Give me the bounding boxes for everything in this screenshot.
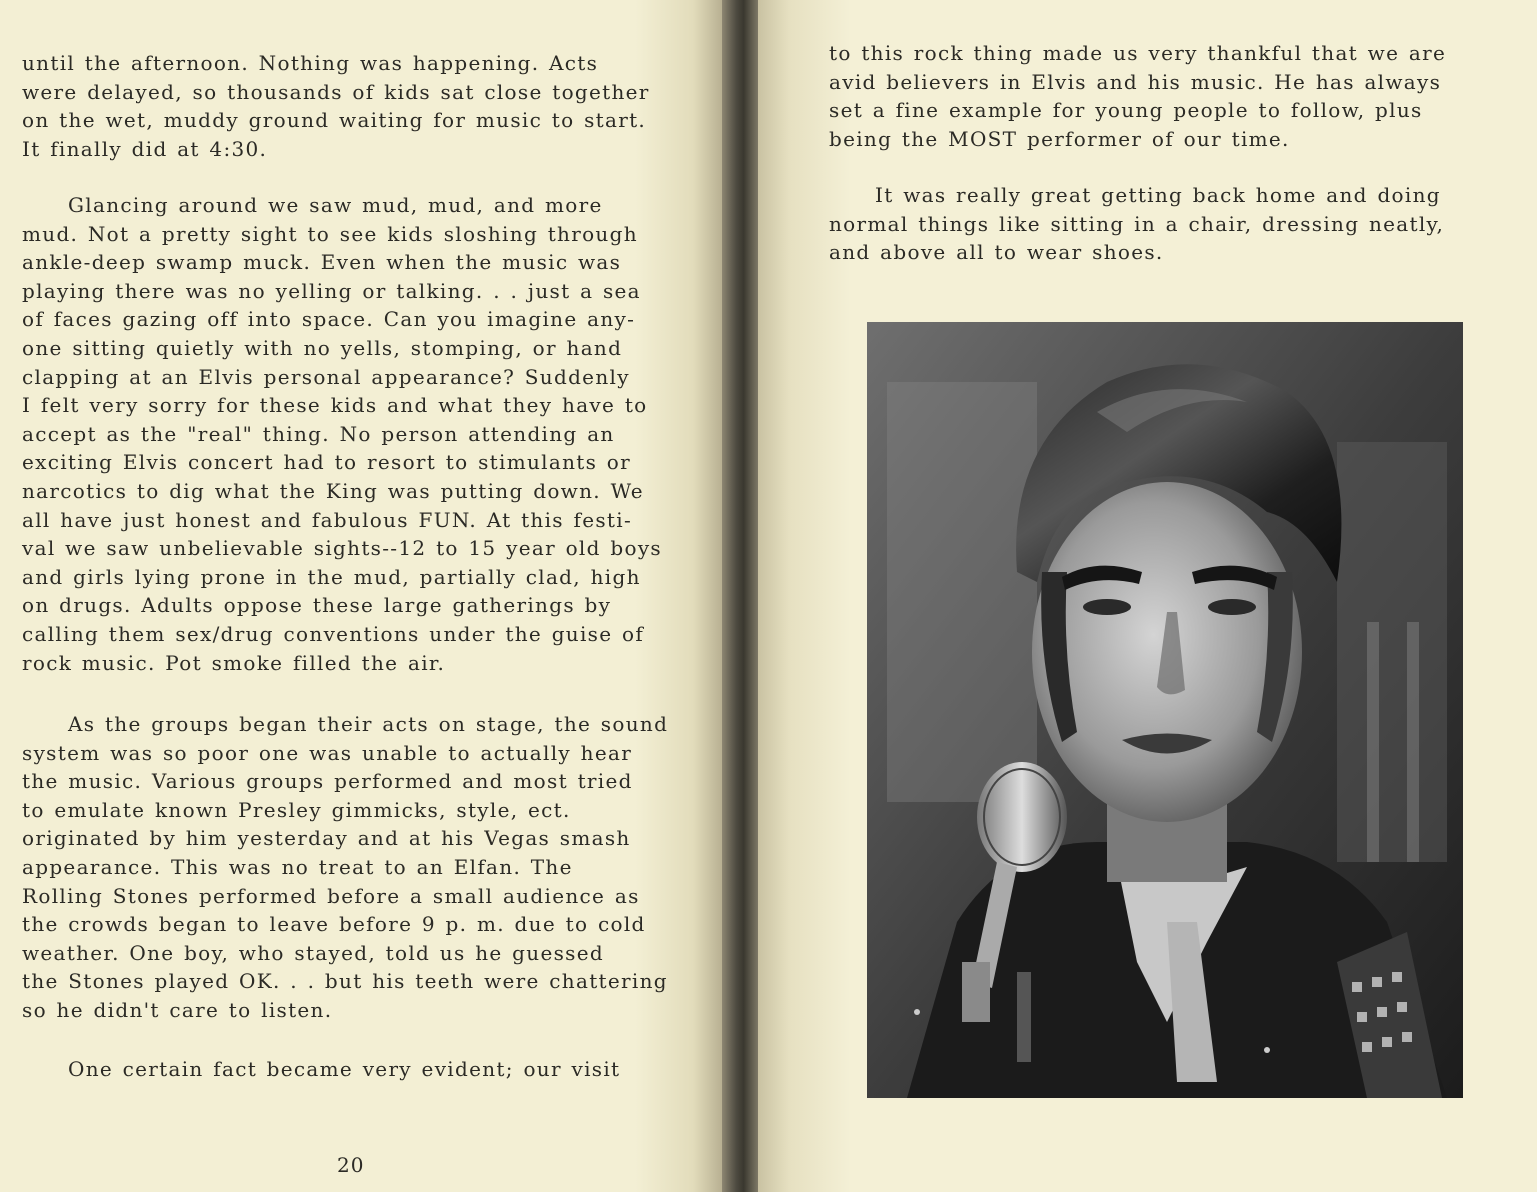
text-line: accept as the "real" thing. No person attending an — [22, 421, 615, 446]
text-line: exciting Elvis concert had to resort to stimulants or — [22, 450, 632, 475]
text-line: As the groups began their acts on stage, the sound — [68, 712, 669, 736]
paragraph — [22, 1055, 620, 1084]
portrait-photo — [867, 322, 1463, 1098]
text-line: narcotics to dig what the King was putting down. We — [22, 478, 644, 503]
text-line: one sitting quietly with no yells, stomping, or hand — [22, 335, 623, 360]
text-line: so he didn't care to listen. — [22, 997, 333, 1022]
text-line: the Stones played OK. . . but his teeth were chattering — [22, 969, 668, 994]
portrait-illustration — [867, 322, 1463, 1098]
text-line: system was so poor one was unable to actually hear — [22, 740, 633, 765]
text-line: the crowds began to leave before 9 p. m. due to cold — [22, 912, 646, 937]
text-line: on drugs. Adults oppose these large gatherings by — [22, 593, 612, 618]
text-line: until the afternoon. Nothing was happening. Acts — [22, 51, 599, 75]
text-line: were delayed, so thousands of kids sat close together — [22, 79, 650, 104]
paragraph — [22, 191, 662, 677]
text-line: normal things like sitting in a chair, dressing neatly, — [829, 211, 1445, 236]
text-line: playing there was no yelling or talking. . . just a sea — [22, 278, 641, 303]
text-line: clapping at an Elvis personal appearance? Suddenly — [22, 364, 630, 389]
text-line: set a fine example for young people to follow, plus — [829, 98, 1423, 123]
left-page — [0, 0, 722, 1192]
text-line: of faces gazing off into space. Can you imagine any- — [22, 307, 636, 332]
book-gutter — [722, 0, 758, 1192]
text-line: calling them sex/drug conventions under the guise of — [22, 621, 645, 646]
paragraph — [22, 710, 668, 1025]
paragraph — [829, 39, 1446, 153]
text-line: to emulate known Presley gimmicks, style, ect. — [22, 797, 571, 822]
text-line: val we saw unbelievable sights--12 to 15 year old boys — [22, 536, 662, 561]
paragraph — [829, 181, 1444, 267]
text-line: appearance. This was no treat to an Elfan. The — [22, 854, 573, 879]
text-line: on the wet, muddy ground waiting for music to start. — [22, 108, 647, 133]
text-line: being the MOST performer of our time. — [829, 126, 1290, 151]
text-line: weather. One boy, who stayed, told us he guessed — [22, 940, 604, 965]
text-line: and above all to wear shoes. — [829, 240, 1164, 265]
text-line: I felt very sorry for these kids and what they have to — [22, 393, 648, 418]
text-line: avid believers in Elvis and his music. He has always — [829, 69, 1442, 94]
text-line: One certain fact became very evident; our visit — [68, 1057, 621, 1081]
page-number: 20 — [337, 1153, 365, 1177]
text-line: Glancing around we saw mud, mud, and more — [68, 193, 603, 217]
text-line: all have just honest and fabulous FUN. At this festi- — [22, 507, 633, 532]
paragraph — [22, 49, 650, 163]
text-line: Rolling Stones performed before a small audience as — [22, 883, 640, 908]
text-line: originated by him yesterday and at his Vegas smash — [22, 826, 631, 851]
text-line: It was really great getting back home and doing — [875, 183, 1441, 207]
text-line: the music. Various groups performed and most tried — [22, 769, 633, 794]
text-line: mud. Not a pretty sight to see kids sloshing through — [22, 221, 638, 246]
text-line: to this rock thing made us very thankful that we are — [829, 41, 1447, 65]
text-line: rock music. Pot smoke filled the air. — [22, 650, 446, 675]
text-line: It finally did at 4:30. — [22, 136, 268, 161]
text-line: ankle-deep swamp muck. Even when the music was — [22, 250, 622, 275]
text-line: and girls lying prone in the mud, partially clad, high — [22, 564, 641, 589]
